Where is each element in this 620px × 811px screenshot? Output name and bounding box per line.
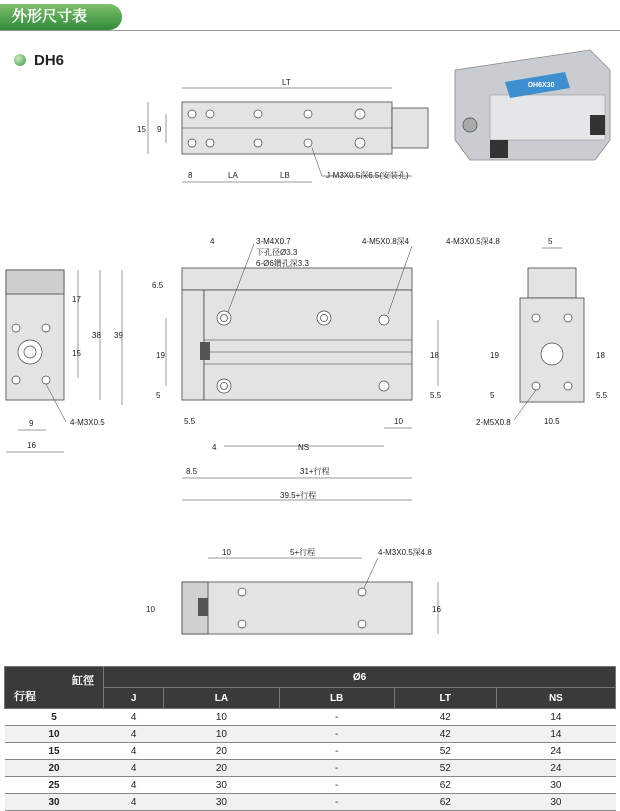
row-stroke: 20	[5, 760, 104, 777]
dim-bot-stroke: 5+行程	[290, 548, 316, 557]
cell-LT: 62	[394, 777, 496, 794]
table-row	[5, 709, 616, 726]
product-label: DH6X30	[528, 82, 555, 89]
cell-LT: 52	[394, 743, 496, 760]
row-stroke: 25	[5, 777, 104, 794]
cell-J: 4	[104, 709, 164, 726]
dim-18: 18	[430, 351, 439, 360]
table-row	[5, 760, 616, 777]
dim-6-5: 6.5	[152, 281, 164, 290]
section-title: 外形尺寸表	[0, 4, 122, 30]
cell-J: 4	[104, 726, 164, 743]
dim-bot-10: 10	[222, 548, 231, 557]
cell-LT: 52	[394, 760, 496, 777]
end-view	[446, 237, 608, 427]
dim-bot-10b: 10	[146, 605, 155, 614]
cell-J: 4	[104, 777, 164, 794]
table-corner	[5, 667, 104, 709]
col-J: J	[104, 688, 164, 709]
cell-LB: -	[279, 743, 394, 760]
dim-16: 16	[27, 441, 36, 450]
note-end-m5: 2-M5X0.8	[476, 418, 511, 427]
model-name: DH6	[34, 52, 65, 69]
dim-end-5: 5	[548, 237, 553, 246]
top-view	[137, 78, 428, 182]
note-drill: 6-Ø6鑽孔深3.3	[256, 259, 309, 268]
cell-LB: -	[279, 760, 394, 777]
bottom-view	[146, 547, 441, 634]
dim-19: 19	[156, 351, 165, 360]
dim-NS: NS	[298, 443, 310, 452]
dim-15-side: 15	[72, 349, 81, 358]
dim-5-5-b: 5.5	[184, 417, 196, 426]
note-side-hole: 4-M3X0.5	[70, 418, 105, 427]
dim-17: 17	[72, 295, 81, 304]
cell-LA: 10	[164, 709, 279, 726]
dim-5: 5	[156, 391, 161, 400]
note-m5: 4-M5X0.8深4	[362, 237, 410, 246]
dim-end-5-5: 5.5	[596, 391, 608, 400]
dim-end-19: 19	[490, 351, 499, 360]
note-bot-m3: 4-M3X0.5深4.8	[378, 548, 432, 557]
dim-38: 38	[92, 331, 101, 340]
row-stroke: 15	[5, 743, 104, 760]
col-LA: LA	[164, 688, 279, 709]
corner-stroke-label: 行程	[14, 690, 36, 703]
cell-NS: 14	[496, 709, 615, 726]
cell-LB: -	[279, 709, 394, 726]
cell-J: 4	[104, 760, 164, 777]
cell-LB: -	[279, 726, 394, 743]
dim-8: 8	[188, 171, 193, 180]
product-photo	[455, 50, 610, 160]
cell-J: 4	[104, 794, 164, 811]
dim-bot-16: 16	[432, 605, 441, 614]
dim-10: 10	[394, 417, 403, 426]
col-NS: NS	[496, 688, 615, 709]
cell-LB: -	[279, 794, 394, 811]
note-m4: 3-M4X0.7	[256, 237, 291, 246]
dim-LB: LB	[280, 171, 290, 180]
col-LB: LB	[279, 688, 394, 709]
note-bore: 下孔径Ø3.3	[256, 248, 298, 257]
front-view	[152, 237, 442, 500]
table-row	[5, 794, 616, 811]
dim-39-5: 39.5+行程	[280, 491, 317, 500]
dim-31: 31+行程	[300, 467, 330, 476]
dim-4-top: 4	[210, 237, 215, 246]
row-stroke: 30	[5, 794, 104, 811]
cell-LA: 10	[164, 726, 279, 743]
dim-39: 39	[114, 331, 123, 340]
dim-end-10-5: 10.5	[544, 417, 560, 426]
cell-LA: 20	[164, 760, 279, 777]
dim-9: 9	[157, 125, 162, 134]
cell-NS: 30	[496, 794, 615, 811]
row-stroke: 5	[5, 709, 104, 726]
dim-end-18: 18	[596, 351, 605, 360]
cell-LA: 30	[164, 777, 279, 794]
cell-LT: 42	[394, 726, 496, 743]
dim-8-5: 8.5	[186, 467, 198, 476]
corner-bore-label: 缸徑	[72, 674, 94, 687]
dim-5-5: 5.5	[430, 391, 442, 400]
cell-NS: 30	[496, 777, 615, 794]
col-LT: LT	[394, 688, 496, 709]
dim-LT: LT	[282, 78, 291, 87]
dimension-table	[4, 666, 616, 811]
bore-header: Ø6	[104, 667, 616, 688]
table-row	[5, 726, 616, 743]
cell-LA: 30	[164, 794, 279, 811]
table-row	[5, 743, 616, 760]
dim-4-bottom: 4	[212, 443, 217, 452]
side-view	[6, 270, 123, 452]
note-end-m3: 4-M3X0.5深4.8	[446, 237, 500, 246]
note-J: J-M3X0.5深6.5(安装孔)	[326, 171, 409, 180]
cell-NS: 24	[496, 743, 615, 760]
dim-LA: LA	[228, 171, 238, 180]
cell-NS: 24	[496, 760, 615, 777]
cell-LA: 20	[164, 743, 279, 760]
dim-9-side: 9	[29, 419, 34, 428]
cell-LT: 42	[394, 709, 496, 726]
cell-LT: 62	[394, 794, 496, 811]
cell-J: 4	[104, 743, 164, 760]
row-stroke: 10	[5, 726, 104, 743]
table-row	[5, 777, 616, 794]
cell-NS: 14	[496, 726, 615, 743]
cell-LB: -	[279, 777, 394, 794]
dim-end-5b: 5	[490, 391, 495, 400]
dim-15: 15	[137, 125, 146, 134]
